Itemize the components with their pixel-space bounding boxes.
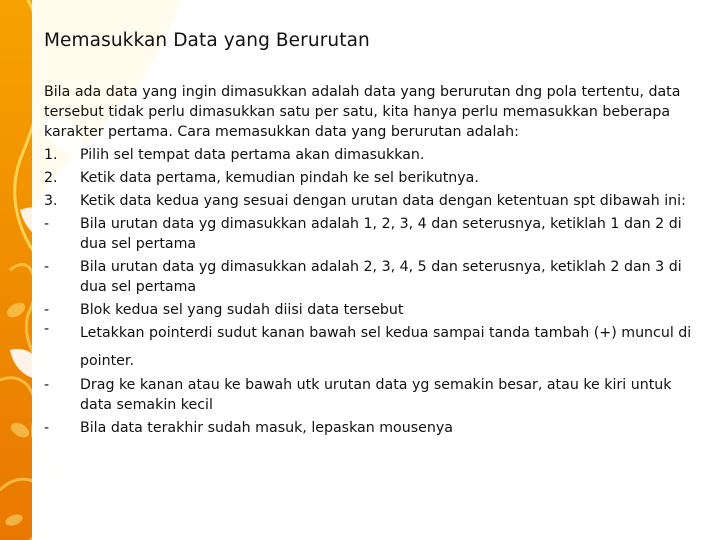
list-marker: - [44,377,50,393]
list-item [44,375,694,415]
list-marker: - [44,302,50,318]
list-marker: 3. [44,193,58,209]
list-marker: - [44,216,50,232]
list-item-text: Blok kedua sel yang sudah diisi data tersebut [80,302,404,318]
list-item [44,257,694,297]
list-marker: - [44,321,50,337]
list-marker: - [44,420,50,436]
list-item [44,168,694,188]
list-item-text: Bila urutan data yg dimasukkan adalah 2, 3, 4, 5 dan seterusnya, ketiklah 2 dan 3 di dua sel pertama [80,259,682,295]
list-item-text: Bila urutan data yg dimasukkan adalah 1, 2, 3, 4 dan seterusnya, ketiklah 1 dan 2 di dua sel pertama [80,216,682,252]
list-item [44,191,694,211]
list-item [44,319,694,375]
slide-body [44,82,694,441]
list-marker: - [44,259,50,275]
list-item-text: Ketik data pertama, kemudian pindah ke sel berikutnya. [80,170,479,186]
list-item [44,214,694,254]
list-item-text: Drag ke kanan atau ke bawah utk urutan data yg semakin besar, atau ke kiri untuk data semakin kecil [80,377,672,413]
list-item [44,300,694,320]
list-item [44,145,694,165]
intro-paragraph: Bila ada data yang ingin dimasukkan adalah data yang berurutan dng pola tertentu, data tersebut tidak perlu dimasukkan satu per satu, kita hanya perlu memasukkan beberapa karakter pertama. Cara memasukkan data yang berurutan adalah: [44,84,681,140]
list-item-text: Pilih sel tempat data pertama akan dimasukkan. [80,147,425,163]
list-item-text: Ketik data kedua yang sesuai dengan urutan data dengan ketentuan spt dibawah ini: [80,193,686,209]
list-marker: 2. [44,170,58,186]
steps-list [44,145,694,438]
list-item [44,418,694,438]
list-item-text: Bila data terakhir sudah masuk, lepaskan mousenya [80,420,453,436]
list-item-text: Letakkan pointerdi sudut kanan bawah sel kedua sampai tanda tambah (+) muncul di pointer. [80,325,692,369]
list-marker: 1. [44,147,58,163]
slide-title: Memasukkan Data yang Berurutan [44,30,370,51]
